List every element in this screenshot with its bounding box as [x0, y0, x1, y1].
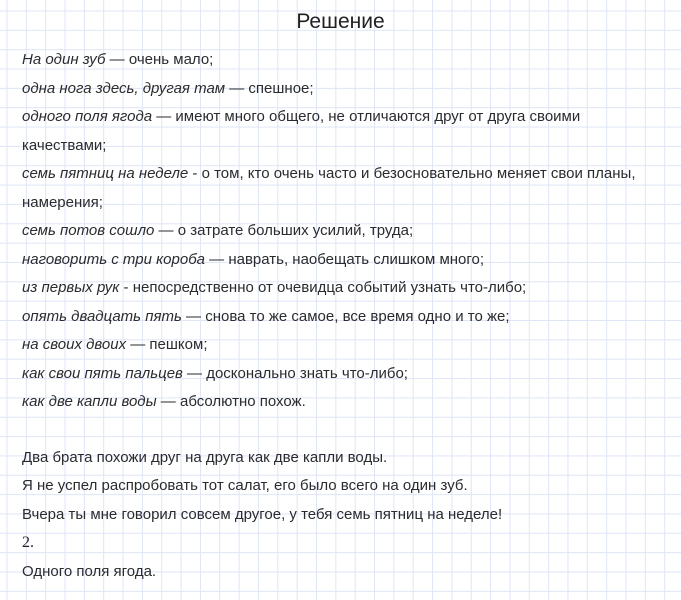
definition-item [22, 160, 657, 217]
idiom-phrase: семь потов сошло [22, 222, 155, 239]
idiom-meaning: - о том, кто очень часто и безосновательно меняет свои планы, намерения; [22, 165, 636, 211]
idiom-phrase: наговорить с три короба [22, 250, 205, 268]
idiom-phrase: опять двадцать пять [22, 307, 182, 325]
example-sentence: Два брата похожи друг на друга как две капли воды. [22, 448, 388, 466]
example-sentence: Я не успел распробовать тот салат, его было всего на один зуб. [22, 477, 468, 494]
definition-item [22, 103, 657, 160]
definition-item [22, 303, 657, 332]
idiom-phrase: одна нога здесь, другая там [22, 79, 226, 97]
definition-item [22, 274, 657, 303]
idiom-phrase: на своих двоих [22, 336, 127, 353]
idiom-meaning: — снова то же самое, все время одно и то же; [181, 307, 510, 325]
idiom-meaning: — абсолютно похож. [156, 393, 306, 410]
idiom-phrase: семь пятниц на неделе [22, 165, 189, 182]
definition-item [22, 46, 657, 75]
idiom-phrase: На один зуб [22, 51, 106, 68]
idiom-meaning: - непосредственно от очевидца событий узнать что-либо; [119, 279, 527, 296]
idiom-meaning: — имеют много общего, не отличаются друг от друга своими качествами; [22, 108, 581, 154]
definition-item [22, 217, 657, 246]
definition-item [22, 388, 657, 417]
idiom-meaning: — досконально знать что-либо; [182, 364, 408, 382]
task-answer: Одного поля ягода. [22, 562, 157, 580]
definition-item [22, 246, 657, 275]
idiom-meaning: — очень мало; [105, 51, 214, 68]
page-title: Решение [296, 10, 385, 33]
definition-item [22, 75, 657, 104]
idiom-meaning: — спешное; [225, 79, 314, 97]
idiom-phrase: одного поля ягода [22, 108, 153, 125]
idiom-phrase: как свои пять пальцев [22, 364, 183, 382]
task-number: 2. [22, 534, 34, 551]
definition-item [22, 360, 657, 389]
solution-content [0, 34, 681, 586]
idiom-meaning: — о затрате больших усилий, труда; [154, 222, 414, 239]
idiom-meaning: — наврать, наобещать слишком много; [204, 250, 485, 268]
idiom-meaning: — пешком; [126, 336, 208, 353]
definition-item [22, 331, 657, 360]
idiom-phrase: из первых рук [22, 279, 120, 296]
section-spacer [22, 417, 657, 444]
example-sentence: Вчера ты мне говорил совсем другое, у тебя семь пятниц на неделе! [22, 505, 503, 523]
idiom-phrase: как две капли воды [22, 393, 157, 410]
